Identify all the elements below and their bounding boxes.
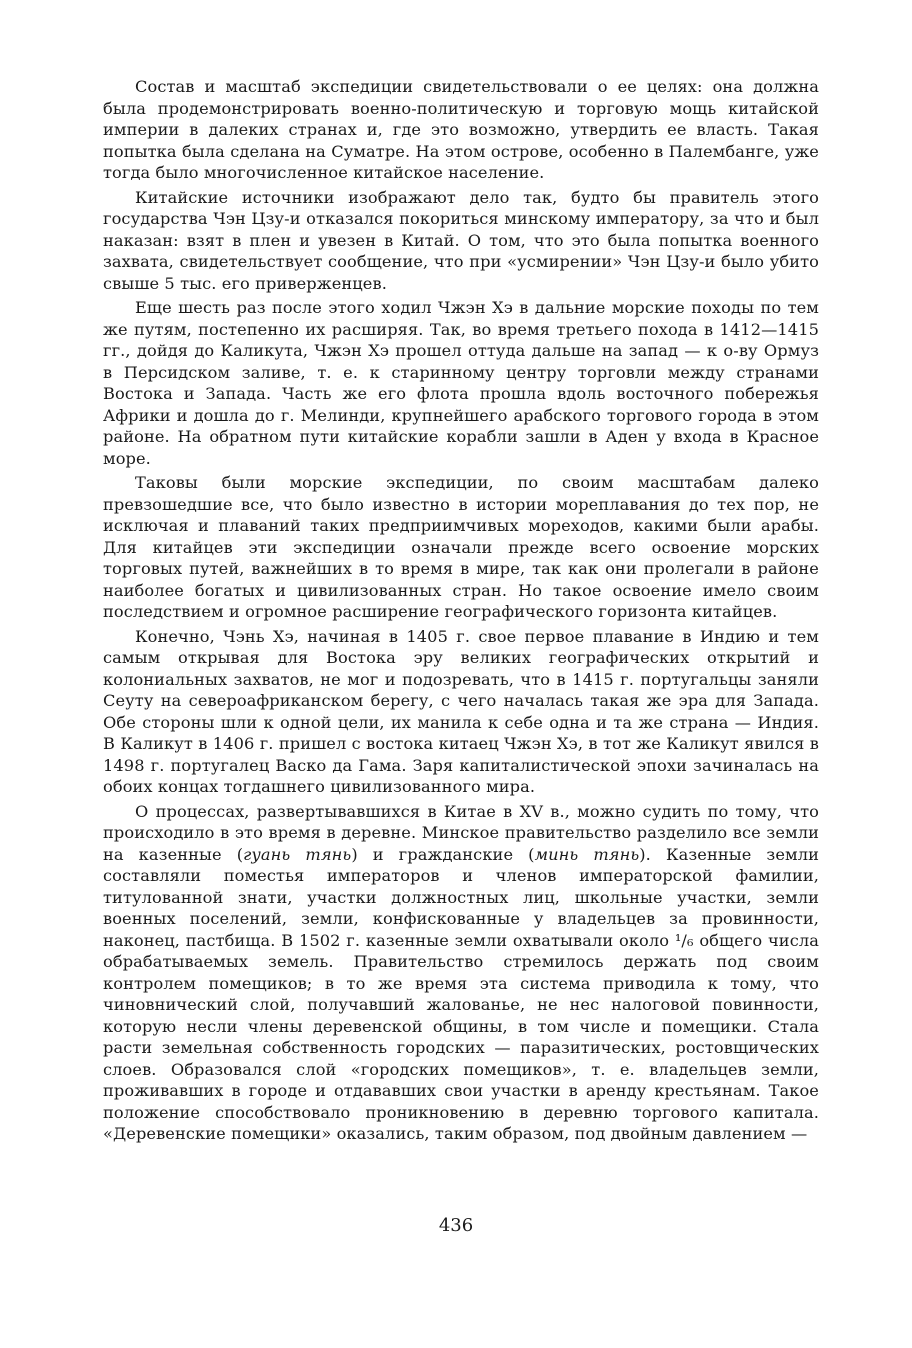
page-body xyxy=(103,76,819,1148)
text-run: Китайские источники изображают дело так, будто бы правитель этого государства Чэн Цзу-и отказался покориться минскому императору, за что и был наказан: взят в плен и увезен в Китай. О том, что это была попытка военного захвата, свидетельствует сообщение, что при «усмирении» Чэн Цзу-и было убито свыше 5 тыс. его приверженцев. xyxy=(103,187,819,293)
text-run: Состав и масштаб экспедиции свидетельствовали о ее целях: она должна была продемонстрировать военно-политическую и торговую мощь китайской империи в далеких странах и, где это возможно, утвердить ее власть. Такая попытка была сделана на Суматре. На этом острове, особенно в Палембанге, уже тогда было многочисленное китайское население. xyxy=(103,77,819,182)
page-number: 436 xyxy=(438,1215,474,1236)
text-run: Таковы были морские экспедиции, по своим масштабам далеко превзошедшие все, что было известно в истории мореплавания до тех пор, не исключая и плаваний таких предприимчивых мореходов, какими были арабы. Для китайцев эти экспедиции означали прежде всего освоение морских торговых путей, важнейших в то время в мире, так как они пролегали в районе наиболее богатых и цивилизованных стран. Но такое освоение имело своим последствием и огромное расширение географического горизонта китайцев. xyxy=(103,473,819,621)
body-paragraph xyxy=(103,76,819,184)
text-run: Конечно, Чэнь Хэ, начиная в 1405 г. свое первое плавание в Индию и тем самым открывая для Востока эру великих географических открытий и колониальных захватов, не мог и подозревать, что в 1415 г. португальцы заняли Сеуту на североафриканском берегу, с чего началась такая же эра для Запада. Обе стороны шли к одной цели, их манила к себе одна и та же страна — Индия. В Каликут в 1406 г. пришел с востока китаец Чжэн Хэ, в тот же Каликут явился в 1498 г. португалец Васко да Гама. Заря капиталистической эпохи зачиналась на обоих концах тогдашнего цивилизованного мира. xyxy=(103,626,819,796)
text-run: О процессах, развертывавшихся в Китае в XV в., можно судить по тому, что происходило в это время в деревне. Минское правительство разделило все земли на казенные ( xyxy=(103,801,819,864)
text-run: ). Казенные земли составляли поместья императоров и членов императорской фамилии, титулованной знати, участки должностных лиц, школьные участки, земли военных поселений, земли, конфискованные у владельцев за провинности, наконец, пастбища. В 1502 г. казенные земли охватывали около ¹/₆ общего числа обрабатываемых земель. Правительство стремилось держать под своим контролем помещиков; в то же время эта система приводила к тому, что чиновнический слой, получавший жалованье, не нес налоговой повинности, которую несли члены деревенской общины, в том числе и помещики. Стала расти земельная собственность городских — паразитических, ростовщических слоев. Образовался слой «городских помещиков», т. е. владельцев земли, проживавших в городе и отдававших свои участки в аренду крестьянам. Такое положение способствовало проникновению в деревню торгового капитала. «Деревенские помещики» оказались, таким образом, под двойным давлением — xyxy=(103,844,819,1143)
body-paragraph xyxy=(103,472,819,623)
text-run: ) и гражданские ( xyxy=(351,844,535,864)
body-paragraph xyxy=(103,187,819,295)
body-paragraph xyxy=(103,626,819,798)
italic-term: гуань тянь xyxy=(243,844,352,864)
text-run: Еще шесть раз после этого ходил Чжэн Хэ в дальние морские походы по тем же путям, постепенно их расширяя. Так, во время третьего похода в 1412—1415 гг., дойдя до Каликута, Чжэн Хэ прошел оттуда дальше на запад — к о-ву Ормуз в Персидском заливе, т. е. к старинному центру торговли между странами Востока и Запада. Часть же его флота прошла вдоль восточного побережья Африки и дошла до г. Мелинди, крупнейшего арабского торгового города в этом районе. На обратном пути китайские корабли зашли в Аден у входа в Красное море. xyxy=(103,298,819,468)
italic-term: минь тянь xyxy=(534,844,640,864)
body-paragraph xyxy=(103,801,819,1145)
body-paragraph xyxy=(103,297,819,469)
